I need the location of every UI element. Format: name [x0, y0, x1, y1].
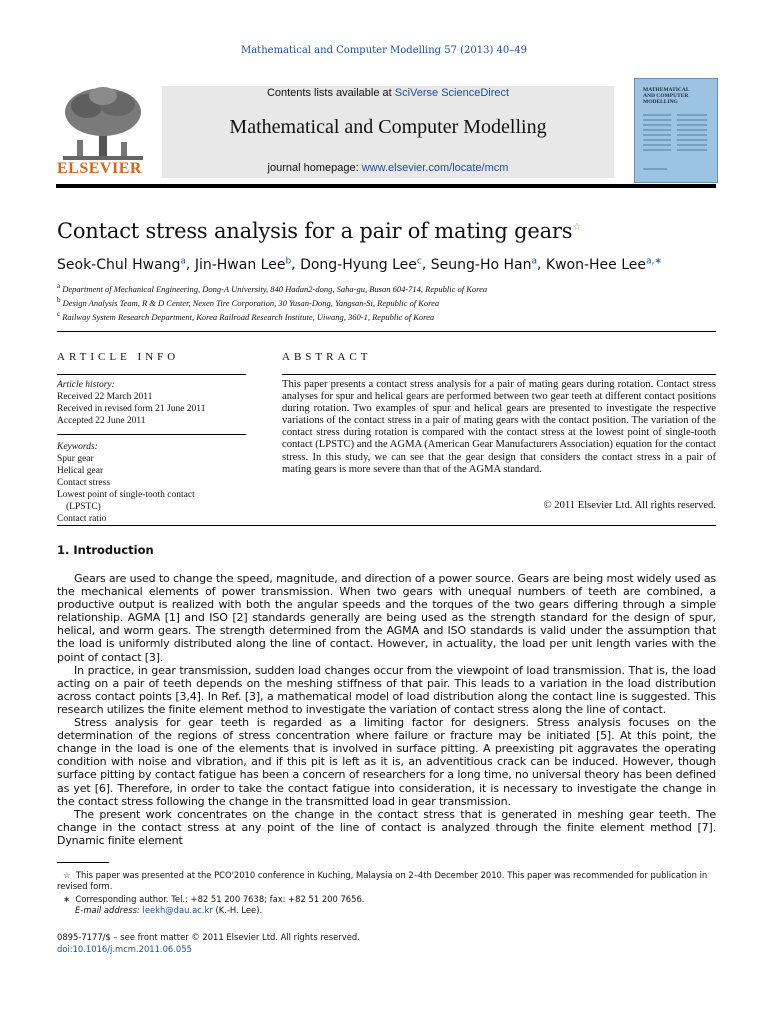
section-divider [57, 525, 716, 526]
info-rule [57, 374, 246, 375]
footnote-rule [57, 862, 109, 863]
abstract-heading: ABSTRACT [282, 351, 372, 363]
keyword: Contact stress [57, 478, 111, 488]
journal-homepage: journal homepage: www.elsevier.com/locate/mcm [267, 162, 509, 174]
author-list: Seok-Chul Hwang$^a$, Jin-Hwan Lee$^b$, Dong-Hyung Lee$^c$, Seung-Ho Han$^a$, Kwon-Hee Lee$^{a,∗}$ [57, 256, 662, 273]
affiliation: $^b$ Design Analysis Team, R & D Center, Nexen Tire Corporation, 30 Yusan-Dong, Yangsan-Si, Republic of Korea [57, 296, 440, 308]
section-divider [57, 331, 716, 332]
author: Jin-Hwan Lee$^b$ [194, 256, 292, 273]
abstract-rule [282, 374, 716, 375]
publisher-wordmark: ELSEVIER [57, 160, 142, 177]
paragraph: The present work concentrates on the change in the contact stress that is generated in meshing gear teeth. The change in the contact stress at any point of the line of contact is analyzed through the finite element method [7]. Dynamic finite element [57, 807, 716, 847]
article-history: Article history: Received 22 March 2011 Received in revised form 21 June 2011 Accepted 22 June 2011 [57, 380, 206, 426]
article-info-heading: ARTICLE INFO [57, 351, 180, 363]
abstract-text: This paper presents a contact stress analysis for a pair of mating gears during rotation. Contact stress analyses for spur and helical gears are performed between two gear teeth at different contact positions during rotation. Two examples of spur and helical gears are presented to investigate the respective variations of the contact stress in a pair of mating gears with the contact position. The variation of the contact stress during rotation is compared with the contact stress at the lowest point of single-tooth contact (LPSTC) and the AGMA (American Gear Manufacturers Association) equation for the contact stress. In this study, we can see that the gear design that considers the contact stress in a pair of mating gears is more severe than that of the AGMA standard. [282, 379, 716, 475]
footnote: ☆ This paper was presented at the PCO'2010 conference in Kuching, Malaysia on 2–4th December 2010. This paper was recommended for publication in revised form. [57, 870, 708, 891]
paragraph: Stress analysis for gear teeth is regarded as a limiting factor for designers. Stress analysis focuses on the determination of the regions of stress concentration where failure or fracture may be initiated [5]. At this point, the change in the load is one of the elements that is involved in surface pitting. A preexisting pit aggravates the operating condition with noise and vibration, and if this pit is left as it is, an adventitious crack can be induced. However, though surface pitting by contact fatigue has been a concern of researchers for a long time, no universal theory has been defined as yet [6]. Therefore, in order to take the contact fatigue into consideration, it is necessary to investigate the change in the contact stress following the change in the transmitted load in gear transmission. [57, 716, 716, 808]
info-rule [57, 434, 246, 435]
header-rule [56, 184, 716, 188]
journal-name: Mathematical and Computer Modelling [229, 116, 547, 138]
homepage-link[interactable]: www.elsevier.com/locate/mcm [361, 162, 509, 174]
keyword: (LPSTC) [66, 502, 101, 512]
email-link[interactable]: leekh@dau.ac.kr [142, 905, 213, 915]
article-title: Contact stress analysis for a pair of mating gears☆ [57, 219, 582, 243]
keyword: Contact ratio [57, 514, 107, 524]
sciencedirect-link[interactable]: SciVerse ScienceDirect [394, 87, 510, 99]
keyword: Spur gear [57, 454, 94, 464]
contents-line: Contents lists available at SciVerse ScienceDirect [266, 87, 510, 99]
journal-citation[interactable]: Mathematical and Computer Modelling 57 (2013) 40–49 [240, 45, 528, 56]
paragraph: Gears are used to change the speed, magnitude, and direction of a power source. Gears are being most widely used as the mechanical elements of power transmission. When two gears with unequal numbers of teeth are combined, a productive output is realized with both the angular speeds and the torques of the two gears differing through a simple relationship. AGMA [1] and ISO [2] standards generally are being used as the strength standard for the design of spur, helical, and worm gears. The strength determined from the AGMA and ISO standards is valid under the assumption that the load is uniformly distributed along the line of contact. However, in actuality, the load per unit length varies with the point of contact [3]. [57, 572, 716, 664]
author: Seung-Ho Han$^a$ [430, 256, 537, 273]
title-footnote-mark[interactable]: ☆ [572, 222, 582, 233]
paragraph: In practice, in gear transmission, sudden load changes occur from the viewpoint of load transmission. That is, the load acting on a pair of teeth depends on the meshing stiffness of that pair. This leads to a variation in the load distribution across contact points [3,4]. In Ref. [3], a mathematical model of load distribution along the contact line is suggested. This research utilizes the finite element method to investigate the variation of contact stress along the line of contact. [57, 663, 716, 716]
author: Dong-Hyung Lee$^c$ [300, 256, 422, 273]
affiliation: $^c$ Railway System Research Department, Korea Railroad Research Institute, Uiwang, 360-1, Republic of Korea [57, 310, 435, 322]
cover-title: MATHEMATICAL AND COMPUTER MODELLING [643, 87, 690, 105]
doi-link[interactable]: doi:10.1016/j.mcm.2011.06.055 [57, 944, 192, 954]
front-matter [57, 931, 360, 955]
affiliation: $^a$ Department of Mechanical Engineering, Dong-A University, 840 Hadan2-dong, Saha-gu, Busan 604-714, Republic of Korea [57, 282, 488, 294]
email-footnote: E-mail address: leekh@dau.ac.kr (K.-H. Lee). [75, 905, 263, 915]
abstract-copyright: © 2011 Elsevier Ltd. All rights reserved. [543, 500, 716, 511]
keyword: Helical gear [57, 466, 104, 476]
footnotes [57, 870, 716, 916]
author: Kwon-Hee Lee$^{a,∗}$ [545, 256, 662, 273]
footnote: ∗ Corresponding author. Tel.: +82 51 200 7638; fax: +82 51 200 7656. [63, 894, 365, 904]
introduction-body [57, 572, 716, 847]
keyword: Lowest point of single-tooth contact [57, 490, 195, 500]
keywords: Keywords: Spur gear Helical gear Contact stress Lowest point of single-tooth contact (LPSTC) Contact ratio [57, 441, 257, 525]
introduction-heading: 1. Introduction [57, 543, 154, 557]
author: Seok-Chul Hwang$^a$ [57, 256, 186, 273]
journal-cover-image [634, 78, 718, 183]
issn-line: 0895-7177/$ – see front matter © 2011 Elsevier Ltd. All rights reserved. [57, 932, 360, 942]
